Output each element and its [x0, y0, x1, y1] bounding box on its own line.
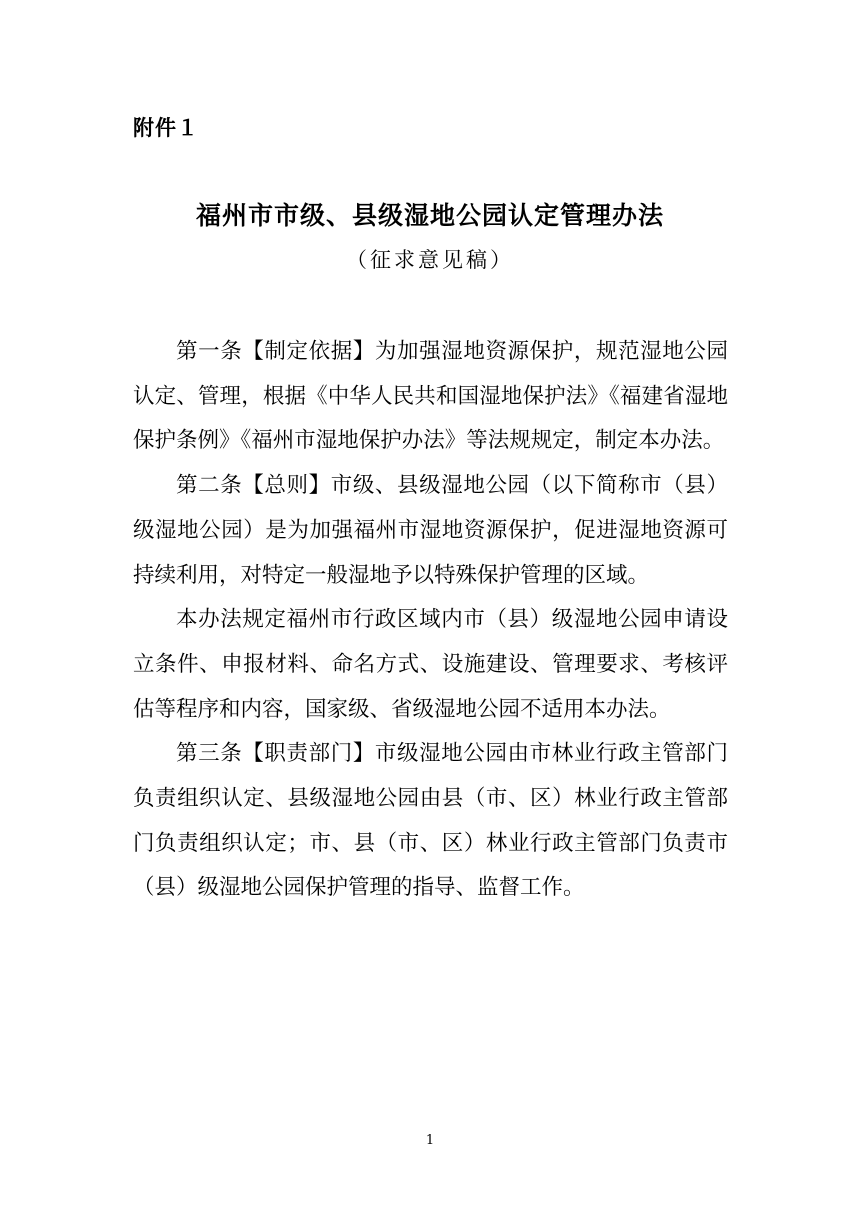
document-title: 福州市市级、县级湿地公园认定管理办法	[195, 201, 664, 230]
attachment-label: 附件１	[133, 116, 199, 140]
page-number: 1	[425, 1133, 435, 1148]
paragraph-article-3: 第三条【职责部门】市级湿地公园由市林业行政主管部门负责组织认定、县级湿地公园由县（市、区）林业行政主管部门负责组织认定；市、县（市、区）林业行政主管部门负责市（县）级湿地公园保护管理的指导、监督工作。	[133, 741, 728, 901]
document-body	[133, 330, 728, 911]
paragraph-article-2: 第二条【总则】市级、县级湿地公园（以下简称市（县）级湿地公园）是为加强福州市湿地资源保护，促进湿地资源可持续利用，对特定一般湿地予以特殊保护管理的区域。	[133, 473, 728, 588]
paragraph-article-1: 第一条【制定依据】为加强湿地资源保护，规范湿地公园认定、管理，根据《中华人民共和国湿地保护法》《福建省湿地保护条例》《福州市湿地保护办法》等法规规定，制定本办法。	[133, 339, 728, 454]
paragraph-scope: 本办法规定福州市行政区域内市（县）级湿地公园申请设立条件、申报材料、命名方式、设施建设、管理要求、考核评估等程序和内容，国家级、省级湿地公园不适用本办法。	[133, 607, 728, 722]
document-subtitle: （征求意见稿）	[346, 248, 514, 272]
